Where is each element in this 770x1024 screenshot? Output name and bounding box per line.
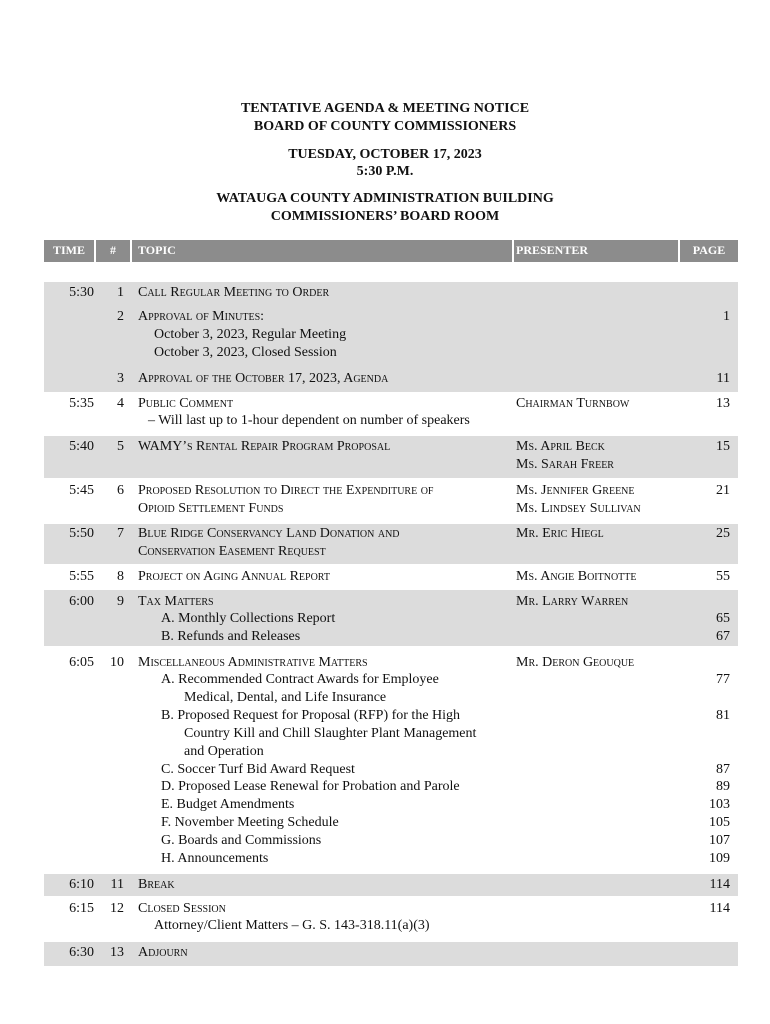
row-presenter: Ms. Lindsey Sullivan <box>516 501 641 516</box>
row-presenter: Ms. April Beck <box>516 439 605 454</box>
sub-item: B. Proposed Request for Proposal (RFP) for the High <box>161 708 461 723</box>
row-page: 67 <box>716 629 730 644</box>
row-number: 10 <box>110 655 124 670</box>
sub-item: G. Boards and Commissions <box>161 833 322 848</box>
col-num: # <box>96 240 130 262</box>
row-page: 109 <box>709 851 730 866</box>
table-header <box>44 240 738 262</box>
row-number: 11 <box>110 877 124 892</box>
row-page: 11 <box>716 371 730 386</box>
row-subtopic: October 3, 2023, Regular Meeting <box>154 327 347 342</box>
row-subtopic: Attorney/Client Matters – G. S. 143-318.11(a)(3) <box>154 918 430 933</box>
row-topic: Blue Ridge Conservancy Land Donation and <box>138 526 400 541</box>
meeting-location: WATAUGA COUNTY ADMINISTRATION BUILDING <box>216 191 554 206</box>
row-time: 5:30 <box>69 285 94 300</box>
row-page: 77 <box>716 672 730 687</box>
sub-item: B. Refunds and Releases <box>161 629 301 644</box>
sub-item-continued: and Operation <box>184 744 264 759</box>
sub-item: E. Budget Amendments <box>161 797 295 812</box>
board-name: BOARD OF COUNTY COMMISSIONERS <box>253 119 517 134</box>
col-topic: TOPIC <box>132 240 512 262</box>
agenda-title: TENTATIVE AGENDA & MEETING NOTICE <box>240 101 530 116</box>
row-page: 25 <box>716 526 730 541</box>
row-page: 55 <box>716 569 730 584</box>
row-presenter: Mr. Eric Hiegl <box>516 526 604 541</box>
sub-item-continued: Medical, Dental, and Life Insurance <box>184 690 387 705</box>
row-subtopic: – Will last up to 1-hour dependent on number of speakers <box>148 413 470 428</box>
row-presenter: Chairman Turnbow <box>516 396 630 411</box>
row-time: 5:35 <box>69 396 94 411</box>
col-time: TIME <box>44 240 94 262</box>
row-presenter: Mr. Deron Geouque <box>516 655 635 670</box>
col-presenter: PRESENTER <box>514 240 678 262</box>
row-page: 13 <box>716 396 730 411</box>
row-page: 87 <box>716 762 730 777</box>
meeting-time: 5:30 P.M. <box>356 164 414 179</box>
row-number: 6 <box>117 483 124 498</box>
row-page: 105 <box>709 815 730 830</box>
row-number: 7 <box>117 526 124 541</box>
row-number: 5 <box>117 439 124 454</box>
sub-item: C. Soccer Turf Bid Award Request <box>161 762 355 777</box>
row-topic: WAMY’s Rental Repair Program Proposal <box>138 439 391 454</box>
row-page: 107 <box>709 833 730 848</box>
sub-item-continued: Country Kill and Chill Slaughter Plant Management <box>184 726 477 741</box>
row-topic: Tax Matters <box>138 594 214 609</box>
row-number: 13 <box>110 945 124 960</box>
row-presenter: Ms. Angie Boitnotte <box>516 569 637 584</box>
sub-item: A. Recommended Contract Awards for Employee <box>161 672 439 687</box>
row-page: 81 <box>716 708 730 723</box>
row-topic: Call Regular Meeting to Order <box>138 285 330 300</box>
row-time: 5:50 <box>69 526 94 541</box>
row-number: 4 <box>117 396 124 411</box>
row-time: 6:00 <box>69 594 94 609</box>
sub-item: H. Announcements <box>161 851 269 866</box>
row-topic: Closed Session <box>138 901 226 916</box>
row-topic: Approval of the October 17, 2023, Agenda <box>138 371 389 386</box>
sub-item: F. November Meeting Schedule <box>161 815 339 830</box>
row-subtopic: October 3, 2023, Closed Session <box>154 345 337 360</box>
row-presenter: Ms. Jennifer Greene <box>516 483 635 498</box>
col-page: PAGE <box>680 240 738 262</box>
row-time: 6:30 <box>69 945 94 960</box>
row-topic: Conservation Easement Request <box>138 544 326 559</box>
row-number: 1 <box>117 285 124 300</box>
row-topic: Public Comment <box>138 396 234 411</box>
row-number: 3 <box>117 371 124 386</box>
row-page: 103 <box>709 797 730 812</box>
sub-item: D. Proposed Lease Renewal for Probation and Parole <box>161 779 460 794</box>
meeting-date: TUESDAY, OCTOBER 17, 2023 <box>288 147 482 162</box>
row-page: 114 <box>709 877 730 892</box>
row-topic: Project on Aging Annual Report <box>138 569 330 584</box>
row-page: 89 <box>716 779 730 794</box>
row-topic: Approval of Minutes: <box>138 309 265 324</box>
row-time: 5:40 <box>69 439 94 454</box>
row-time: 6:05 <box>69 655 94 670</box>
row-page: 114 <box>709 901 730 916</box>
row-page: 1 <box>723 309 730 324</box>
row-time: 5:55 <box>69 569 94 584</box>
row-number: 2 <box>117 309 124 324</box>
row-number: 9 <box>117 594 124 609</box>
row-topic: Miscellaneous Administrative Matters <box>138 655 368 670</box>
row-topic: Opioid Settlement Funds <box>138 501 284 516</box>
row-presenter: Ms. Sarah Freer <box>516 457 614 472</box>
row-page: 65 <box>716 611 730 626</box>
meeting-room: COMMISSIONERS’ BOARD ROOM <box>270 209 500 224</box>
row-time: 6:15 <box>69 901 94 916</box>
row-page: 21 <box>716 483 730 498</box>
row-time: 5:45 <box>69 483 94 498</box>
row-number: 8 <box>117 569 124 584</box>
row-time: 6:10 <box>69 877 94 892</box>
row-topic: Proposed Resolution to Direct the Expenditure of <box>138 483 434 498</box>
sub-item: A. Monthly Collections Report <box>161 611 336 626</box>
row-number: 12 <box>110 901 124 916</box>
row-topic: Break <box>138 877 175 892</box>
row-presenter: Mr. Larry Warren <box>516 594 629 609</box>
row-topic: Adjourn <box>138 945 188 960</box>
row-page: 15 <box>716 439 730 454</box>
